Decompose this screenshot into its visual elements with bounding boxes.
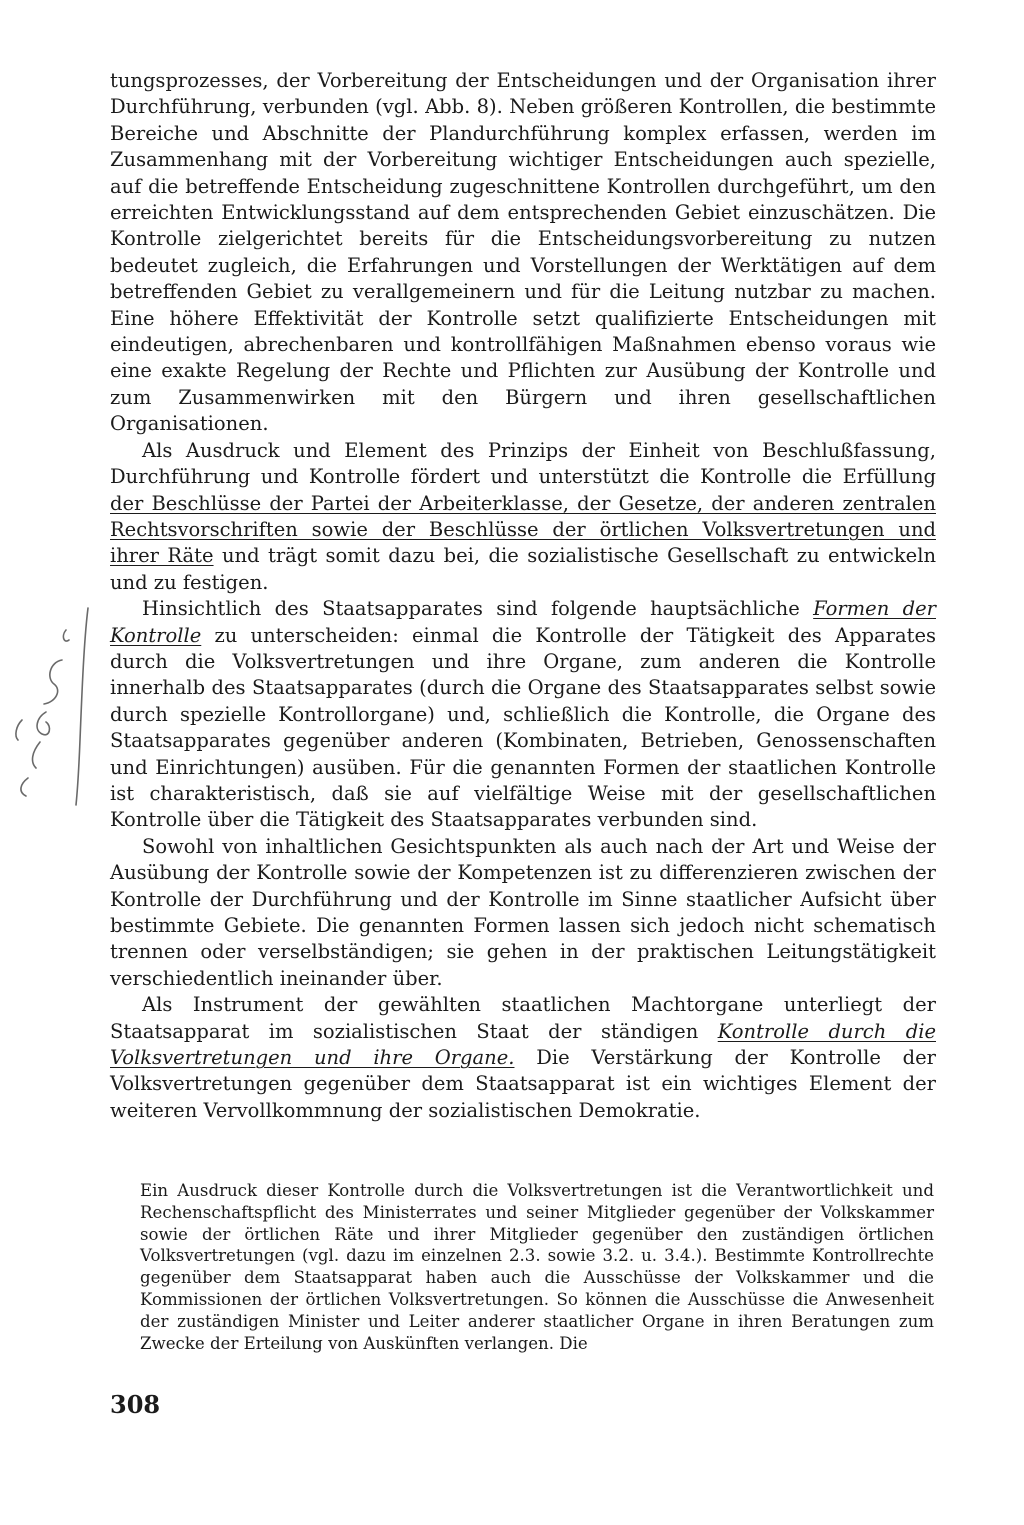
- text-segment: Sowohl von inhaltlichen Gesichtspunkten als auch nach der Art und Weise der Ausübung der Kontrolle sowie der Kompetenzen ist zu differenzieren zwischen der Kontrolle der Durchführung und der Kontrolle im Sinne staatlicher Aufsicht über bestimmte Gebiete. Die genannten Formen lassen sich jedoch nicht schematisch trennen oder verselbständigen; sie gehen in der praktischen Leitungstätigkeit verschiedentlich ineinander über.: [110, 834, 936, 990]
- main-text: [110, 68, 936, 1124]
- paragraph-1: [110, 68, 936, 438]
- text-segment: tungsprozesses, der Vorbereitung der Entscheidungen und der Organisation ihrer Durchführung, verbunden (vgl. Abb. 8). Neben größeren Kontrollen, die bestimmte Bereiche und Abschnitte der Plandurchführung komplex erfassen, werden im Zusammenhang mit der Vorbereitung wichtiger Entscheidungen auch spezielle, auf die betreffende Entscheidung zugeschnittene Kontrollen durchgeführt, um den erreichten Entwicklungsstand auf dem entsprechenden Gebiet einzuschätzen. Die Kontrolle zielgerichtet bereits für die Entscheidungsvorbereitung zu nutzen bedeutet zugleich, die Erfahrungen und Vorstellungen der Werktätigen auf dem betreffenden Gebiet zu verallgemeinern und für die Leitung nutzbar zu machen. Eine höhere Effektivität der Kontrolle setzt qualifizierte Entscheidungen mit eindeutigen, abrechenbaren und kontrollfähigen Maßnahmen ebenso voraus wie eine exakte Regelung der Rechte und Pflichten zur Ausübung der Kontrolle und zum Zusammenwirken mit den Bürgern und ihren gesellschaftlichen Organisationen.: [110, 69, 936, 436]
- page-number: 308: [110, 1390, 161, 1419]
- text-segment: Formen der Kontrolle: [110, 597, 936, 647]
- text-segment: Hinsichtlich des Staatsapparates sind folgende hauptsächliche: [142, 597, 814, 621]
- text-segment: Als Ausdruck und Element des Prinzips der Einheit von Beschlußfassung, Durchführung und Kontrolle fördert und unterstützt die Kontrolle die Erfüllung: [110, 438, 936, 489]
- paragraph-5: [110, 992, 936, 1124]
- text-segment: der Beschlüsse der Partei der Arbeiterklasse, der Gesetze, der anderen zentralen Rechtsvorschriften sowie der Beschlüsse der örtlichen Volksvertretungen und ihrer Räte: [110, 491, 936, 568]
- text-segment: und trägt somit dazu bei, die sozialistische Gesellschaft zu entwickeln und zu festigen.: [110, 544, 936, 594]
- text-segment: zu unterscheiden: einmal die Kontrolle der Tätigkeit des Apparates durch die Volksvertretungen und ihre Organe, zum anderen die Kontrolle innerhalb des Staatsapparates (durch die Organe des Staatsapparates selbst sowie durch spezielle Kontrollorgane) und, schließlich die Kontrolle, die Organe des Staatsapparates gegenüber anderen (Kombinaten, Betrieben, Genossenschaften und Einrichtungen) ausüben. Für die genannten Formen der staatlichen Kontrolle ist charakteristisch, daß sie auf vielfältige Weise mit der gesellschaftlichen Kontrolle über die Tätigkeit des Staatsapparates verbunden sind.: [110, 623, 936, 832]
- text-segment: Die Verstärkung der Kontrolle der Volksvertretungen gegenüber dem Staatsapparat ist ein wichtiges Element der weiteren Vervollkommnung der sozialistischen Demokratie.: [110, 1046, 936, 1122]
- paragraph-3: [110, 596, 936, 834]
- handwritten-margin-annotation: [6, 600, 102, 810]
- small-print-note: [140, 1180, 934, 1354]
- text-segment: Als Instrument der gewählten staatlichen Machtorgane unterliegt der Staatsapparat im sozialistischen Staat der ständigen: [110, 993, 936, 1043]
- text-segment: Kontrolle durch die Volksvertretungen und ihre Organe.: [110, 1019, 936, 1070]
- small-paragraph: Ein Ausdruck dieser Kontrolle durch die Volksvertretungen ist die Verantwortlichkeit und Rechenschaftspflicht des Ministerrates und seiner Mitglieder gegenüber der Volkskammer sowie der örtlichen Räte und ihrer Mitglieder gegenüber den zuständigen örtlichen Volksvertretungen (vgl. dazu im einzelnen 2.3. sowie 3.2. u. 3.4.). Bestimmte Kontrollrechte gegenüber dem Staatsapparat haben auch die Ausschüsse der Volkskammer und die Kommissionen der örtlichen Volksvertretungen. So können die Ausschüsse die Anwesenheit der zuständigen Minister und Leiter anderer staatlicher Organe in ihren Beratungen zum Zwecke der Erteilung von Auskünften verlangen. Die: [140, 1181, 934, 1353]
- paragraph-4: [110, 834, 936, 992]
- paragraph-2: [110, 438, 936, 596]
